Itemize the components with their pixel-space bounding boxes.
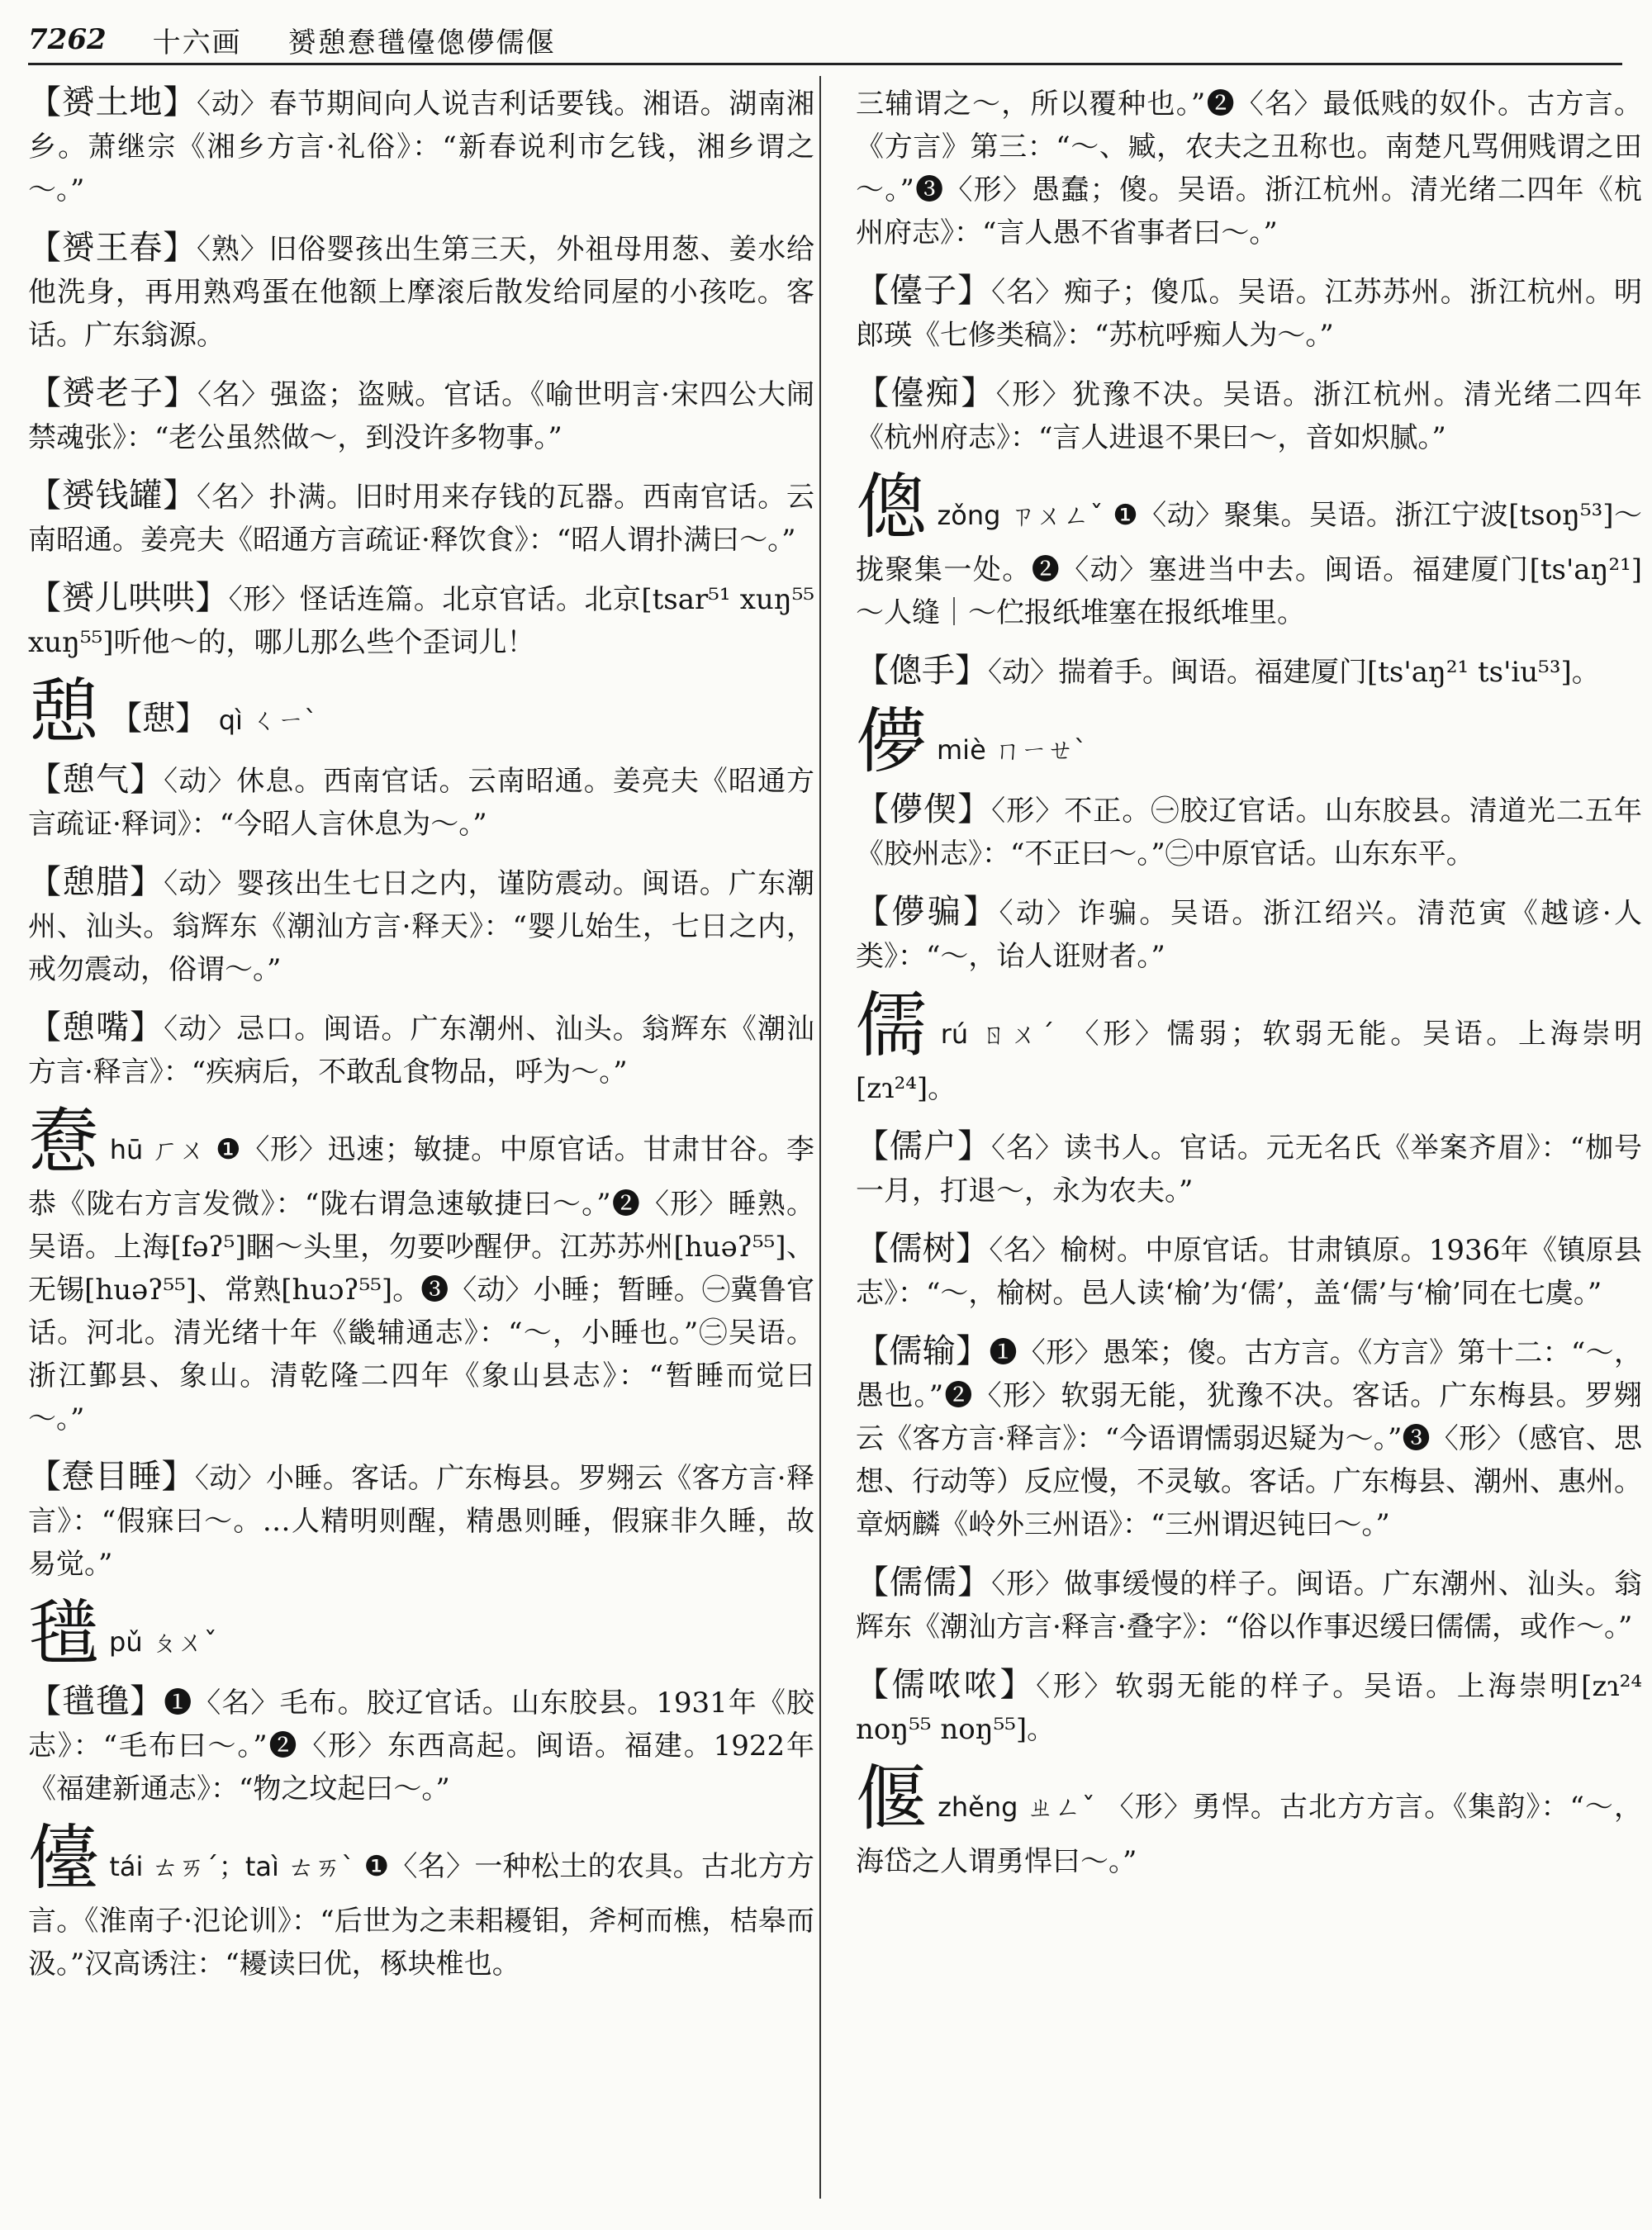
pronunciation: tái ㄊㄞˊ；taì ㄊㄞˋ (109, 1851, 355, 1882)
left-column (28, 81, 814, 2000)
entry-definition: 〈名〉痴子；傻瓜。吴语。江苏苏州。浙江杭州。明郎瑛《七修类稿》：“苏杭呼痴人为～。” (856, 276, 1643, 352)
entry-headword: 【儓痴】 (856, 374, 996, 412)
pronunciation: zhěng ㄓㄥˇ (938, 1791, 1096, 1823)
entry-headword: 【赟王春】 (28, 229, 197, 267)
entry-definition: 〈名〉读书人。官话。元无名氏《举案齐眉》：“枷号一月，打退～，永为农夫。” (856, 1132, 1643, 1208)
dictionary-entry (856, 1330, 1642, 1546)
entry-definition: 三辅谓之～，所以覆种也。”❷〈名〉最低贱的奴仆。古方言。《方言》第三：“～、臧，农夫之丑称也。南楚凡骂佣贱谓之田～。”❸〈形〉愚蠢；傻。吴语。浙江杭州。清光绪二四年《杭州府志》：“言人愚不省事者曰～。” (856, 88, 1642, 249)
dictionary-entry (28, 1455, 814, 1586)
right-column (856, 81, 1642, 1898)
entry-headword: 【儒树】 (856, 1230, 990, 1268)
entry-headword: 【憩腊】 (28, 863, 164, 901)
dictionary-entry (856, 1561, 1642, 1649)
head-glyph: 儚 (856, 700, 927, 783)
entry-definition: 〈动〉休息。西南官话。云南昭通。姜亮夫《昭通方言疏证·释词》：“今昭人言休息为～。” (28, 765, 815, 841)
dictionary-entry (856, 1663, 1642, 1751)
entry-definition: 〈动〉诈骗。吴语。浙江绍兴。清范寅《越谚·人类》：“～，诒人诳财者。” (856, 897, 1643, 973)
entry-definition: ❶〈名〉一种松土的农具。古北方方言。《淮南子·氾论训》：“后世为之耒耜耰钼，斧柯而樵，桔皋而汲。”汉高诱注：“耰读曰优，椓块椎也。 (28, 1850, 814, 1981)
entry-definition: ❶〈形〉愚笨；傻。古方言。《方言》第十二：“～，愚也。”❷〈形〉软弱无能，犹豫不决。客话。广东梅县。罗翙云《客方言·释言》：“今语谓懦弱迟疑为～。”❸〈形〉（感官、思想、行动等）反应慢，不灵敏。客话。广东梅县、潮州、惠州。章炳麟《岭外三州语》：“三州谓迟钝曰～。” (856, 1336, 1643, 1541)
entry-definition: 〈动〉小睡。客话。广东梅县。罗翙云《客方言·释言》：“假寐曰～。…人精明则醒，精愚则睡，假寐非久睡，故易觉。” (28, 1462, 814, 1581)
pronunciation: qì ㄑㄧˋ (218, 705, 318, 736)
dictionary-entry (856, 81, 1642, 254)
entry-definition: 〈名〉扑满。旧时用来存钱的瓦器。西南官话。云南昭通。姜亮夫《昭通方言疏证·释饮食》：“昭人谓扑满曰～。” (28, 481, 815, 557)
entry-headword: 【儒户】 (856, 1127, 991, 1165)
head-glyph: 憃 (28, 1100, 100, 1183)
page-number: 7262 (28, 23, 107, 56)
entry-definition: 〈动〉揣着手。闽语。福建厦门[ts'aŋ²¹ ts'iu⁵³]。 (988, 656, 1600, 689)
entry-headword: 【儒儒】 (856, 1563, 992, 1601)
entry-definition: ❶〈动〉聚集。吴语。浙江宁波[tsoŋ⁵³]～拢聚集一处。❷〈动〉塞进当中去。闽语。福建厦门[ts'aŋ²¹]～人缝｜～伫报纸堆塞在报纸堆里。 (856, 499, 1642, 629)
dictionary-entry (856, 1125, 1642, 1212)
head-glyph: 儓 (28, 1817, 100, 1900)
dictionary-entry (28, 1100, 814, 1440)
pronunciation: miè ㄇㄧㄝˋ (937, 734, 1087, 766)
dictionary-entry (28, 1006, 814, 1094)
pronunciation: hū ㄏㄨ (109, 1134, 206, 1165)
dictionary-entry (856, 649, 1642, 694)
entry-headword: 【赟土地】 (28, 83, 197, 121)
entry-definition: 〈形〉软弱无能的样子。吴语。上海崇明[zɿ²⁴ noŋ⁵⁵ noŋ⁵⁵]。 (856, 1670, 1643, 1746)
stroke-section: 十六画 (152, 26, 242, 59)
entry-headword: 【赟老子】 (28, 374, 198, 412)
entry-definition: 〈动〉忌口。闽语。广东潮州、汕头。翁辉东《潮汕方言·释言》：“疾病后，不敢乱食物品，呼为～。” (28, 1013, 815, 1089)
head-glyph: 傯 (856, 466, 928, 548)
head-glyph: 儒 (856, 985, 931, 1067)
entry-definition: 〈形〉不正。㊀胶辽官话。山东胶县。清道光二五年《胶州志》：“不正曰～。”㊁中原官话。山东东平。 (856, 795, 1643, 871)
entry-headword: 【憩嘴】 (28, 1008, 164, 1046)
dictionary-entry (856, 788, 1642, 875)
entry-definition: 〈名〉榆树。中原官话。甘肃镇原。1936年《镇原县志》：“～，榆树。邑人读‘榆’为‘儒’，盖‘儒’与‘榆’同在七虞。” (856, 1234, 1642, 1310)
column-divider (819, 76, 821, 2199)
entry-headword: 【傯手】 (856, 652, 988, 690)
dictionary-entry (28, 226, 814, 357)
dictionary-entry (856, 985, 1643, 1110)
dictionary-entry (28, 758, 814, 846)
entry-headword: 【氆氇】 (28, 1682, 164, 1720)
dictionary-entry (28, 474, 814, 562)
head-glyph: 憩 (28, 671, 99, 753)
dictionary-entry (28, 861, 814, 991)
dictionary-entry (856, 269, 1642, 357)
entry-headword: 【赟儿哄哄】 (28, 579, 229, 617)
head-character (28, 671, 814, 753)
dictionary-entry (28, 81, 814, 211)
pronunciation: pǔ ㄆㄨˇ (109, 1626, 217, 1658)
dictionary-entry (28, 1680, 814, 1810)
entry-headword: 【儚骗】 (856, 893, 999, 931)
head-glyph: 偃 (856, 1758, 928, 1840)
entry-definition: ❶〈形〉迅速；敏捷。中原官话。甘肃甘谷。李恭《陇右方言发微》：“陇右谓急速敏捷曰～。”❷〈形〉睡熟。吴语。上海[fəʔ⁵]睏～头里，勿要吵醒伊。江苏苏州[huəʔ⁵⁵]、无锡[huəʔ⁵⁵]、常熟[huɔʔ⁵⁵]。❸〈动〉小睡；暂睡。㊀冀鲁官话。河北。清光绪十年《畿辅通志》：“～，小睡也。”㊁吴语。浙江鄞县、象山。清乾隆二四年《象山县志》：“暂睡而觉曰～。” (28, 1133, 814, 1435)
entry-headword: 【赟钱罐】 (28, 477, 197, 515)
entry-definition: 〈形〉懦弱；软弱无能。吴语。上海崇明[zɿ²⁴]。 (856, 1018, 1643, 1105)
entry-headword: 【憃目睡】 (28, 1458, 195, 1496)
head-glyph: 氆 (28, 1592, 99, 1675)
dictionary-entry (856, 372, 1642, 459)
page-header (28, 17, 1622, 65)
dictionary-entry (28, 372, 814, 459)
variant-form: 【憇】 (109, 700, 208, 738)
entry-definition: 〈名〉强盗；盗贼。官话。《喻世明言·宋四公大闹禁魂张》：“老公虽然做～，到没许多物事。” (28, 378, 815, 454)
dictionary-entry (28, 576, 814, 664)
entry-definition: ❶〈名〉毛布。胶辽官话。山东胶县。1931年《胶志》：“毛布曰～。”❷〈形〉东西高起。闽语。福建。1922年《福建新通志》：“物之坟起曰～。” (28, 1687, 814, 1805)
dictionary-entry (856, 466, 1642, 634)
entry-headword: 【儓子】 (856, 272, 992, 310)
entry-definition: 〈熟〉旧俗婴孩出生第三天，外祖母用葱、姜水给他洗身，再用熟鸡蛋在他额上摩滚后散发给同屋的小孩吃。客话。广东翁源。 (28, 233, 815, 352)
head-character (856, 700, 1642, 783)
dictionary-entry (856, 1227, 1642, 1315)
pronunciation: rú ㄖㄨˊ (940, 1018, 1059, 1050)
entry-definition: 〈形〉做事缓慢的样子。闽语。广东潮州、汕头。翁辉东《潮汕方言·释言·叠字》：“俗以作事迟缓曰儒儒，或作～。” (856, 1568, 1643, 1644)
entry-definition: 〈形〉怪话连篇。北京官话。北京[tsar⁵¹ xuŋ⁵⁵ xuŋ⁵⁵]听他～的，哪儿那么些个歪词儿！ (28, 583, 814, 659)
entry-headword: 【儒哝哝】 (856, 1666, 1037, 1704)
dictionary-entry (856, 1758, 1642, 1883)
entry-headword: 【儚偰】 (856, 790, 992, 828)
entry-definition: 〈形〉勇悍。古北方方言。《集韵》：“～，海岱之人谓勇悍曰～。” (856, 1791, 1642, 1878)
pronunciation: zǒng ㄗㄨㄥˇ (937, 500, 1104, 531)
entry-definition: 〈动〉婴孩出生七日之内，谨防震动。闽语。广东潮州、汕头。翁辉东《潮汕方言·释天》：“婴儿始生，七日之内，戒勿震动，俗谓～。” (28, 867, 815, 986)
head-character (28, 1592, 814, 1675)
entry-definition: 〈动〉春节期间向人说吉利话要钱。湘语。湖南湘乡。萧继宗《湘乡方言·礼俗》：“新春说利市乞钱，湘乡谓之～。” (28, 88, 815, 206)
dictionary-entry (856, 890, 1642, 978)
entry-definition: 〈形〉犹豫不决。吴语。浙江杭州。清光绪二四年《杭州府志》：“言人进退不果曰～，音如炽腻。” (856, 378, 1643, 454)
dictionary-entry (28, 1817, 814, 1986)
entry-headword: 【憩气】 (28, 761, 164, 799)
entry-headword: 【儒输】 (856, 1332, 990, 1370)
header-characters: 赟憩憃氆儓傯儚儒偃 (287, 26, 556, 59)
